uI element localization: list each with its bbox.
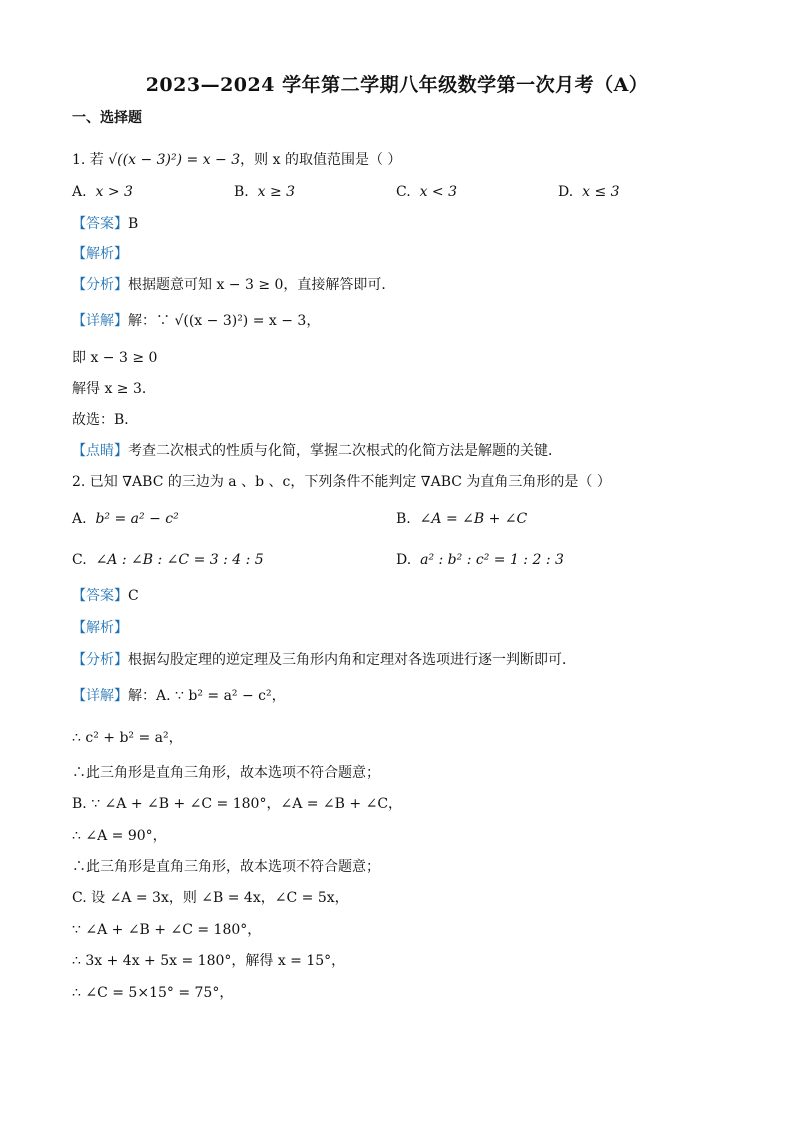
q1-answer [72,214,138,234]
fenxi-tag: 【分析】 [72,652,128,668]
question-1-prefix: 1. 若 [72,152,104,168]
question-1-stem [72,150,401,170]
q1-dianjing [72,441,562,461]
q2-detail-line-4: ∴ ∠A = 90°， [72,828,167,844]
option-label: B. [396,511,411,527]
option-label: A. [72,184,87,200]
page-title: 2023—2024 学年第二学期八年级数学第一次月考（A） [145,74,649,96]
question-1-suffix: ，则 x 的取值范围是（ ） [240,152,402,168]
q2-answer [72,586,139,606]
fenxi-text: 根据勾股定理的逆定理及三角形内角和定理对各选项进行逐一判断即可． [128,652,576,668]
option-label: C. [72,552,87,568]
dianjing-tag: 【点睛】 [72,443,128,459]
answer-tag: 【答案】 [72,588,128,604]
answer-value: B [128,216,139,232]
option-text: x ≤ 3 [582,184,620,200]
fenxi-text: 根据题意可知 x − 3 ≥ 0，直接解答即可． [128,277,396,293]
section-heading: 一、选择题 [72,110,142,126]
answer-value: C [128,588,139,604]
q2-option-a [72,509,179,529]
q2-analysis-heading [72,618,128,638]
option-label: B. [234,184,249,200]
q2-detail-line-3: B. ∵ ∠A + ∠B + ∠C = 180°，∠A = ∠B + ∠C， [72,796,403,812]
question-1-expression: √((x − 3)²) = x − 3 [108,152,241,168]
option-text: ∠A : ∠B : ∠C = 3 : 4 : 5 [95,552,264,568]
q2-detail-line-7: ∵ ∠A + ∠B + ∠C = 180°， [72,922,262,938]
q1-detail-2: 即 x − 3 ≥ 0 [72,350,158,366]
q2-detail-line-0 [72,686,286,706]
q1-option-b [234,182,295,202]
fenxi-tag: 【分析】 [72,277,128,293]
q2-detail-line-9: ∴ ∠C = 5×15° = 75°， [72,985,234,1001]
q1-detail-3: 解得 x ≥ 3． [72,381,156,397]
q2-option-d [396,550,564,570]
option-text: x > 3 [95,184,133,200]
q1-analysis-heading [72,244,128,264]
detail-tag: 【详解】 [72,313,128,329]
q2-option-c [72,550,264,570]
q2-detail-line-6: C. 设 ∠A = 3x，则 ∠B = 4x，∠C = 5x， [72,890,349,906]
detail-tag: 【详解】 [72,688,128,704]
option-text: x < 3 [419,184,458,200]
q2-detail-line-5: ∴此三角形是直角三角形，故本选项不符合题意； [72,859,380,875]
option-label: D. [558,184,574,200]
q1-option-c [396,182,457,202]
q2-detail-line-8: ∴ 3x + 4x + 5x = 180°，解得 x = 15°， [72,953,346,969]
q2-fenxi [72,650,576,670]
question-2-stem: 2. 已知 ∇ABC 的三边为 a 、b 、c，下列条件不能判定 ∇ABC 为直角三角形的是（ ） [72,474,611,490]
q1-option-a [72,182,133,202]
q1-detail-4: 故选：B． [72,412,139,428]
option-label: D. [396,552,412,568]
q2-detail-line-1: ∴ c² + b² = a²， [72,730,183,746]
option-text: ∠A = ∠B + ∠C [419,511,528,527]
detail-text: 解：∵ √((x − 3)²) = x − 3， [128,313,321,329]
option-label: C. [396,184,411,200]
option-text: b² = a² − c² [95,511,179,527]
analysis-tag: 【解析】 [72,620,128,636]
answer-tag: 【答案】 [72,216,128,232]
detail-text: 解：A. ∵ b² = a² − c²， [128,688,286,704]
option-text: a² : b² : c² = 1 : 2 : 3 [420,552,564,568]
q2-option-b [396,509,527,529]
q2-detail-line-2: ∴此三角形是直角三角形，故本选项不符合题意； [72,765,380,781]
q1-fenxi [72,275,395,295]
option-text: x ≥ 3 [257,184,296,200]
q1-detail-1 [72,311,320,331]
analysis-tag: 【解析】 [72,246,128,262]
dianjing-text: 考查二次根式的性质与化简，掌握二次根式的化简方法是解题的关键． [128,443,562,459]
q1-option-d [558,182,620,202]
option-label: A. [72,511,87,527]
